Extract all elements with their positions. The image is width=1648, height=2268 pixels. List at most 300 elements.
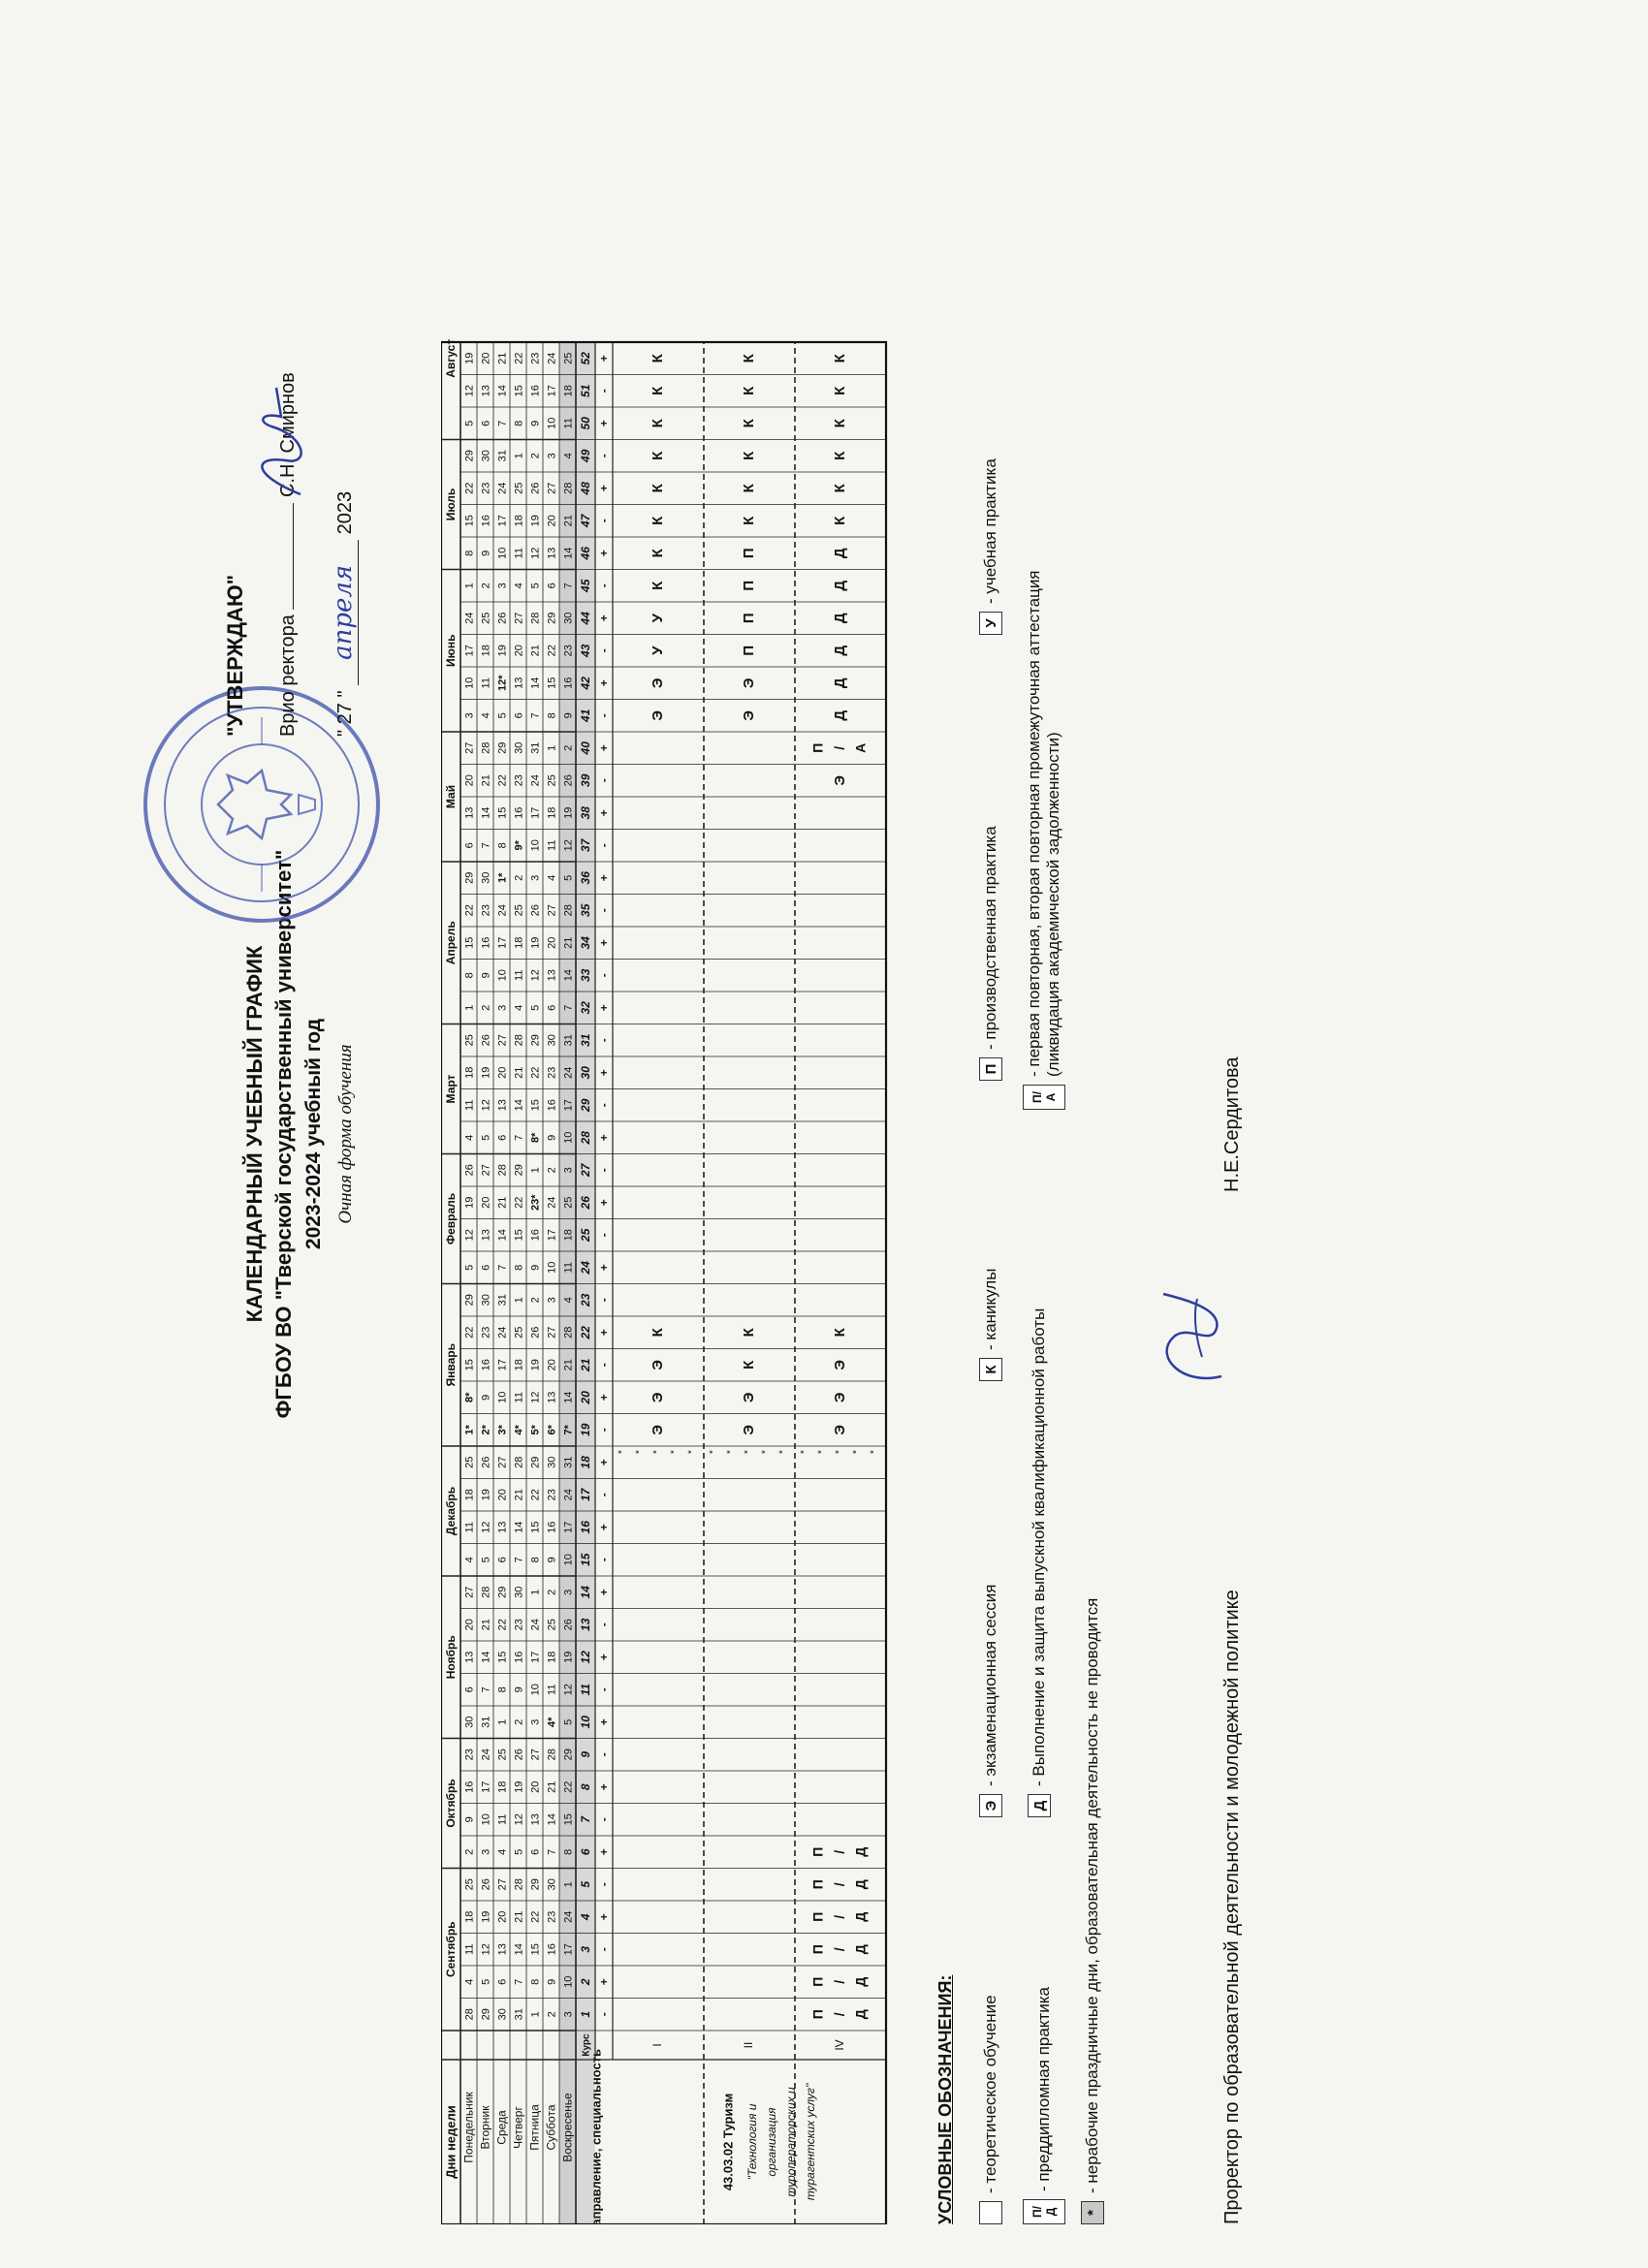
- schedule-cell: К: [649, 581, 666, 590]
- date-cell: 8*: [463, 1392, 476, 1402]
- schedule-cell-bottom: Д: [852, 1976, 869, 1987]
- schedule-cell: Д: [831, 548, 848, 559]
- date-cell: 19: [562, 1651, 575, 1663]
- date-cell: 8: [529, 1978, 542, 1985]
- week-number: 36: [579, 871, 593, 885]
- week-parity: -: [597, 1558, 612, 1562]
- schedule-cell-slash: /: [831, 1882, 847, 1887]
- schedule-cell-top: П: [809, 742, 826, 753]
- holiday-marker: *: [816, 1450, 828, 1454]
- date-cell: 1: [496, 1718, 509, 1725]
- date-cell: 26: [529, 904, 542, 917]
- course-label: I: [650, 2043, 665, 2047]
- schedule-cell: К: [831, 516, 848, 525]
- schedule-cell: К: [649, 419, 666, 428]
- date-cell: 23: [562, 645, 575, 657]
- date-cell: 4: [546, 874, 558, 881]
- date-cell: 14: [513, 1521, 525, 1533]
- schedule-cell: К: [740, 419, 757, 428]
- holiday-marker: *: [760, 1450, 772, 1454]
- week-number: 16: [579, 1521, 593, 1534]
- date-cell: 5: [480, 1557, 492, 1563]
- week-number: 45: [579, 579, 593, 592]
- date-cell: 20: [546, 936, 558, 949]
- date-cell: 1: [513, 1297, 525, 1304]
- schedule-cell: К: [649, 1328, 666, 1338]
- holiday-marker: *: [834, 1450, 845, 1454]
- date-cell: 6: [529, 1848, 542, 1855]
- date-cell: 1: [529, 1589, 542, 1595]
- date-cell: 15: [496, 1651, 509, 1663]
- date-cell: 7: [513, 1134, 525, 1141]
- schedule-cell: К: [649, 386, 666, 395]
- date-cell: 12: [562, 1684, 575, 1696]
- date-cell: 22: [529, 1910, 542, 1923]
- date-cell: 29: [513, 1164, 525, 1177]
- legend-item-prediploma: П/ Д - преддипломная практика: [1023, 1987, 1065, 2224]
- date-cell: 16: [529, 1229, 542, 1242]
- week-number: 33: [579, 968, 593, 982]
- date-cell: 18: [562, 385, 575, 397]
- program-profile-line: туроператорских и: [784, 2087, 799, 2197]
- week-parity: -: [597, 1947, 612, 1952]
- date-cell: 30: [546, 1456, 558, 1468]
- week-parity: -: [597, 454, 612, 458]
- date-cell: 22: [496, 1619, 509, 1631]
- date-cell: 18: [513, 1359, 525, 1371]
- date-cell: 2: [480, 1004, 492, 1011]
- date-cell: 9: [480, 972, 492, 979]
- date-cell: 25: [463, 1456, 476, 1468]
- date-cell: 18: [463, 1489, 476, 1501]
- date-cell: 21: [562, 1359, 575, 1371]
- schedule-cell: Э: [831, 1392, 848, 1403]
- week-parity: +: [597, 1069, 612, 1077]
- date-cell: 19: [463, 1196, 476, 1209]
- week-parity: +: [597, 1004, 612, 1012]
- date-cell: 16: [480, 1359, 492, 1371]
- date-cell: 27: [546, 1326, 558, 1339]
- week-number: 27: [579, 1163, 593, 1177]
- date-cell: 17: [562, 1943, 575, 1956]
- legend-box-educational-practice: У: [979, 612, 1002, 635]
- week-parity: -: [597, 1103, 612, 1108]
- schedule-cell: Д: [831, 677, 848, 689]
- date-cell: 14: [480, 1651, 492, 1663]
- date-cell: 21: [513, 1489, 525, 1501]
- week-parity: +: [597, 1848, 612, 1856]
- month-label: Май: [444, 784, 459, 809]
- legend-item-theory: - теоретическое обучение: [979, 1995, 1002, 2224]
- schedule-cell: Э: [740, 1424, 757, 1435]
- date-cell: 28: [496, 1164, 509, 1177]
- date-cell: 15: [513, 1229, 525, 1242]
- week-number: 41: [579, 709, 593, 722]
- week-parity: -: [597, 1038, 612, 1043]
- date-cell: 3: [562, 2011, 575, 2018]
- date-cell: 5: [529, 1004, 542, 1011]
- date-cell: 7: [480, 842, 492, 849]
- date-cell: 28: [513, 1034, 525, 1047]
- date-cell: 10: [562, 1975, 575, 1988]
- week-parity: -: [597, 2012, 612, 2017]
- date-cell: 1: [562, 1881, 575, 1888]
- date-cell: 10: [546, 1261, 558, 1274]
- week-number: 14: [579, 1586, 593, 1599]
- week-parity: +: [597, 1589, 612, 1596]
- date-cell: 27: [480, 1164, 492, 1177]
- date-cell: 31: [496, 450, 509, 462]
- date-cell: 31: [496, 1294, 509, 1307]
- date-cell: 17: [496, 515, 509, 527]
- schedule-cell: К: [740, 1328, 757, 1338]
- date-cell: 4: [463, 1557, 476, 1563]
- week-number: 10: [579, 1716, 593, 1729]
- date-cell: 16: [513, 1651, 525, 1663]
- schedule-cell: П: [740, 613, 757, 624]
- week-parity: -: [597, 1363, 612, 1368]
- legend-item-exam: Э - экзаменационная сессия: [979, 1585, 1002, 1817]
- week-number: 22: [579, 1326, 593, 1339]
- date-cell: 25: [562, 352, 575, 364]
- week-parity: -: [597, 908, 612, 913]
- week-parity: +: [597, 1199, 612, 1207]
- date-cell: 15: [529, 1099, 542, 1112]
- week-number: 42: [579, 677, 593, 690]
- week-parity: +: [597, 1978, 612, 1986]
- date-cell: 2: [463, 1848, 476, 1855]
- date-cell: 1: [529, 2011, 542, 2018]
- schedule-cell: К: [831, 386, 848, 395]
- date-cell: 28: [546, 1748, 558, 1761]
- date-cell: 9: [513, 1686, 525, 1693]
- date-cell: 25: [496, 1748, 509, 1761]
- date-cell: 1: [513, 453, 525, 459]
- date-cell: 6: [496, 1557, 509, 1563]
- date-cell: 21: [546, 1780, 558, 1793]
- date-cell: 13: [546, 1391, 558, 1403]
- date-cell: 21: [529, 645, 542, 657]
- date-cell: 10: [562, 1131, 575, 1144]
- date-cell: 20: [496, 1489, 509, 1501]
- date-cell: 14: [562, 547, 575, 559]
- course-label: II: [742, 2041, 756, 2049]
- week-parity: +: [597, 1459, 612, 1466]
- date-cell: 6: [463, 842, 476, 849]
- date-cell: 20: [496, 1066, 509, 1079]
- date-cell: 21: [513, 1066, 525, 1079]
- date-cell: 19: [463, 352, 476, 364]
- date-cell: 8*: [529, 1132, 542, 1143]
- date-cell: 30: [480, 871, 492, 884]
- schedule-cell: Э: [649, 709, 666, 721]
- date-cell: 12: [562, 839, 575, 852]
- month-label: Декабрь: [444, 1486, 459, 1536]
- date-cell: 9*: [513, 840, 525, 851]
- legend-box-exam: Э: [979, 1794, 1002, 1817]
- date-cell: 20: [480, 1196, 492, 1209]
- date-cell: 19: [480, 1489, 492, 1501]
- kurs-header: Курс: [581, 2033, 592, 2057]
- schedule-cell: К: [831, 354, 848, 363]
- holiday-marker: *: [686, 1450, 698, 1454]
- date-cell: 22: [513, 1196, 525, 1209]
- date-cell: 13: [496, 1943, 509, 1956]
- date-cell: 14: [496, 385, 509, 397]
- day-label: Воскресенье: [560, 2093, 575, 2162]
- date-cell: 3: [546, 453, 558, 459]
- date-cell: 24: [496, 482, 509, 494]
- approval-title: "УТВЕРЖДАЮ": [223, 574, 247, 737]
- date-cell: 15: [513, 385, 525, 397]
- date-cell: 23: [480, 904, 492, 917]
- schedule-cell: К: [740, 484, 757, 493]
- date-cell: 13: [480, 385, 492, 397]
- date-cell: 10: [562, 1554, 575, 1566]
- date-cell: 27: [463, 1586, 476, 1598]
- day-label: Среда: [494, 2110, 509, 2145]
- week-number: 46: [579, 547, 593, 560]
- week-parity: -: [597, 1428, 612, 1433]
- schedule-cell-slash: /: [831, 1849, 847, 1854]
- date-cell: 14: [513, 1099, 525, 1112]
- date-cell: 30: [546, 1034, 558, 1047]
- week-number: 44: [579, 612, 593, 625]
- date-cell: 28: [463, 2008, 476, 2021]
- date-cell: 10: [546, 417, 558, 429]
- date-cell: 18: [513, 936, 525, 949]
- date-cell: 12: [513, 1813, 525, 1826]
- date-cell: 2: [562, 744, 575, 751]
- week-number: 28: [579, 1131, 593, 1145]
- week-number: 40: [579, 741, 593, 755]
- date-cell: 23: [513, 1619, 525, 1631]
- date-cell: 8: [496, 842, 509, 849]
- date-cell: 11: [513, 969, 525, 981]
- date-cell: 26: [496, 612, 509, 624]
- date-cell: 13: [463, 1651, 476, 1663]
- date-cell: 17: [529, 806, 542, 819]
- week-parity: +: [597, 1654, 612, 1661]
- date-cell: 2: [529, 1297, 542, 1304]
- week-number: 15: [579, 1553, 593, 1566]
- date-cell: 14: [480, 806, 492, 819]
- date-cell: 17: [546, 1229, 558, 1242]
- date-cell: 21: [480, 1619, 492, 1631]
- month-label: Февраль: [444, 1192, 459, 1245]
- vice-rector-signature: [1144, 1279, 1246, 1396]
- date-cell: 20: [480, 352, 492, 364]
- approval-date-day: " 27 ": [334, 690, 356, 737]
- date-cell: 18: [562, 1229, 575, 1242]
- date-cell: 15: [562, 1813, 575, 1826]
- date-cell: 1: [529, 1167, 542, 1174]
- week-number: 50: [579, 417, 593, 430]
- date-cell: 4: [496, 1848, 509, 1855]
- date-cell: 23: [529, 352, 542, 364]
- week-parity: -: [597, 1752, 612, 1757]
- date-cell: 27: [496, 1878, 509, 1891]
- approval-date-year: 2023: [334, 490, 356, 535]
- schedule-cell: Э: [649, 677, 666, 689]
- date-cell: 15: [546, 677, 558, 689]
- date-cell: 9: [480, 1394, 492, 1401]
- date-cell: 29: [463, 871, 476, 884]
- holiday-marker: *: [851, 1450, 863, 1454]
- date-cell: 30: [480, 1294, 492, 1307]
- holiday-marker: *: [634, 1450, 646, 1454]
- date-cell: 20: [496, 1910, 509, 1923]
- date-cell: 21: [513, 1910, 525, 1923]
- date-cell: 5: [480, 1978, 492, 1985]
- date-cell: 27: [546, 482, 558, 494]
- date-cell: 24: [529, 774, 542, 787]
- schedule-cell-top: П: [809, 1911, 826, 1922]
- legend-item-production-practice: П - производственная практика: [979, 826, 1002, 1081]
- schedule-cell-slash: /: [831, 1947, 847, 1952]
- legend-item-holiday: * - нерабочие праздничные дни, образовательная деятельность не проводится: [1081, 1598, 1104, 2224]
- date-cell: 13: [546, 969, 558, 982]
- week-number: 3: [579, 1945, 593, 1953]
- date-cell: 20: [463, 1619, 476, 1631]
- date-cell: 28: [480, 1586, 492, 1598]
- schedule-cell: К: [649, 451, 666, 460]
- schedule-cell-top: П: [809, 1879, 826, 1890]
- date-cell: 3: [529, 874, 542, 881]
- day-label: Четверг: [511, 2106, 525, 2149]
- date-cell: 27: [496, 1456, 509, 1468]
- week-number: 52: [579, 352, 593, 365]
- schedule-cell-bottom: Д: [852, 2009, 869, 2020]
- date-cell: 19: [529, 936, 542, 949]
- date-cell: 1: [463, 1004, 476, 1011]
- date-cell: 28: [562, 482, 575, 494]
- date-cell: 31: [480, 1716, 492, 1728]
- day-label: Понедельник: [461, 2092, 476, 2163]
- week-parity: +: [597, 679, 612, 687]
- date-cell: 15: [463, 936, 476, 949]
- week-number: 49: [579, 449, 593, 462]
- date-cell: 24: [546, 1196, 558, 1209]
- date-cell: 25: [546, 1619, 558, 1631]
- date-cell: 6: [546, 583, 558, 589]
- date-cell: 12: [463, 385, 476, 397]
- date-cell: 5: [562, 1718, 575, 1725]
- date-cell: 29: [562, 1748, 575, 1761]
- date-cell: 14: [562, 969, 575, 982]
- date-cell: 20: [546, 515, 558, 527]
- schedule-cell-top: П: [809, 1846, 826, 1857]
- week-number: 20: [579, 1391, 593, 1404]
- week-number: 29: [579, 1098, 593, 1112]
- date-cell: 24: [562, 1066, 575, 1079]
- date-cell: 4*: [546, 1717, 558, 1727]
- date-cell: 13: [463, 806, 476, 819]
- date-cell: 18: [546, 806, 558, 819]
- date-cell: 28: [529, 612, 542, 624]
- date-cell: 27: [513, 612, 525, 624]
- legend-item-thesis: Д - Выполнение и защита выпускной квалификационной работы: [1028, 1308, 1051, 1817]
- date-cell: 27: [529, 1748, 542, 1761]
- schedule-cell: Э: [831, 1424, 848, 1435]
- month-label: Январь: [444, 1343, 459, 1387]
- program-profile-line: организация: [765, 2107, 779, 2177]
- program-code: 43.03.02 Туризм: [720, 2093, 736, 2191]
- week-parity: +: [597, 939, 612, 947]
- date-cell: 25: [513, 482, 525, 494]
- date-cell: 12: [529, 547, 542, 559]
- week-number: 6: [579, 1848, 593, 1856]
- date-cell: 7: [480, 1686, 492, 1693]
- date-cell: 4: [562, 453, 575, 459]
- date-cell: 7: [562, 583, 575, 589]
- week-parity: -: [597, 1493, 612, 1497]
- date-cell: 3: [562, 1589, 575, 1595]
- date-cell: 2: [546, 1167, 558, 1174]
- week-parity: +: [597, 1524, 612, 1531]
- schedule-cell: П: [740, 645, 757, 656]
- schedule-cell: К: [649, 516, 666, 525]
- schedule-cell: Э: [740, 677, 757, 689]
- date-cell: 16: [480, 936, 492, 949]
- holiday-marker: *: [651, 1450, 663, 1454]
- month-label: Октябрь: [444, 1779, 459, 1828]
- date-cell: 2: [480, 583, 492, 589]
- date-cell: 7: [513, 1978, 525, 1985]
- date-cell: 17: [529, 1651, 542, 1663]
- date-cell: 16: [546, 1099, 558, 1112]
- date-cell: 2: [513, 1718, 525, 1725]
- legend-box-vacation: К: [979, 1358, 1002, 1381]
- date-cell: 16: [546, 1943, 558, 1956]
- date-cell: 17: [562, 1099, 575, 1112]
- date-cell: 29: [496, 741, 509, 754]
- date-cell: 13: [513, 677, 525, 689]
- date-cell: 26: [480, 1034, 492, 1047]
- week-parity: -: [597, 713, 612, 718]
- week-parity: -: [597, 1168, 612, 1173]
- academic-year: 2023-2024 учебный год: [302, 1018, 325, 1250]
- date-cell: 3: [480, 1848, 492, 1855]
- date-cell: 30: [480, 450, 492, 462]
- week-parity: +: [597, 1394, 612, 1402]
- schedule-cell-bottom: А: [852, 742, 869, 753]
- date-cell: 9: [546, 1557, 558, 1563]
- date-cell: 28: [513, 1878, 525, 1891]
- date-cell: 3: [546, 1297, 558, 1304]
- date-cell: 12: [529, 1391, 542, 1403]
- date-cell: 7: [562, 1004, 575, 1011]
- date-cell: 19: [513, 1780, 525, 1793]
- schedule-cell: К: [831, 1328, 848, 1338]
- holiday-marker: *: [777, 1450, 789, 1454]
- date-cell: 24: [546, 352, 558, 364]
- date-cell: 26: [562, 1619, 575, 1631]
- week-parity: -: [597, 583, 612, 588]
- date-cell: 17: [562, 1521, 575, 1533]
- holiday-marker: *: [743, 1450, 754, 1454]
- date-cell: 11: [546, 839, 558, 851]
- date-cell: 16: [562, 677, 575, 689]
- schedule-cell: К: [649, 549, 666, 558]
- date-cell: 6: [496, 1978, 509, 1985]
- date-cell: 2: [546, 1589, 558, 1595]
- date-cell: 11: [463, 1943, 476, 1955]
- date-cell: 16: [463, 1780, 476, 1793]
- date-cell: 23: [480, 1326, 492, 1339]
- date-cell: 19: [496, 645, 509, 657]
- week-parity: -: [597, 778, 612, 783]
